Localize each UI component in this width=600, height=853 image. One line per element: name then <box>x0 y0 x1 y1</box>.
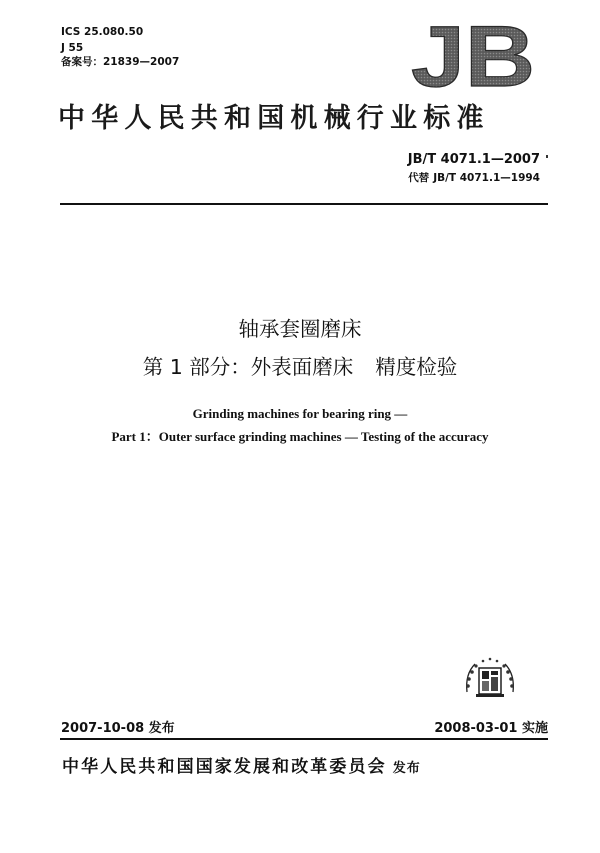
replaces-label: 代替 <box>408 172 430 184</box>
title-cn-line1: 轴承套圈磨床 <box>238 317 362 341</box>
title-cn-part: 第 1 部分：外表面磨床 <box>142 355 354 379</box>
title-cn-line2 <box>0 357 600 378</box>
title-en-line1: Grinding machines for bearing ring — <box>192 406 408 421</box>
standard-number: JB/T 4071.1—2007 <box>407 152 540 167</box>
issuer-verb: 发布 <box>392 761 421 776</box>
print-speck <box>546 155 548 158</box>
clc-code: J 55 <box>61 42 84 54</box>
industry-standard-title: 中华人民共和国机械行业标准 <box>58 103 490 134</box>
replaces-number: JB/T 4071.1—1994 <box>433 172 540 184</box>
publish-date: 2007-10-08 发布 <box>61 721 175 736</box>
replaces-line <box>408 170 540 185</box>
title-cn-subtitle: 精度检验 <box>375 355 458 379</box>
issuer-name: 中华人民共和国国家发展和改革委员会 <box>62 757 387 777</box>
filing-number: 备案号：21839—2007 <box>61 56 180 68</box>
publisher-emblem <box>461 652 519 700</box>
logo-text: JB <box>411 22 535 92</box>
title-en-line2: Part 1：Outer surface grinding machines — Testing of the accuracy <box>111 429 489 444</box>
jb-logo <box>408 22 538 92</box>
bottom-rule <box>60 738 548 740</box>
top-rule <box>60 203 548 205</box>
issuer-line <box>62 759 421 776</box>
ics-code: ICS 25.080.50 <box>61 26 144 38</box>
implementation-date: 2008-03-01 实施 <box>434 721 548 736</box>
